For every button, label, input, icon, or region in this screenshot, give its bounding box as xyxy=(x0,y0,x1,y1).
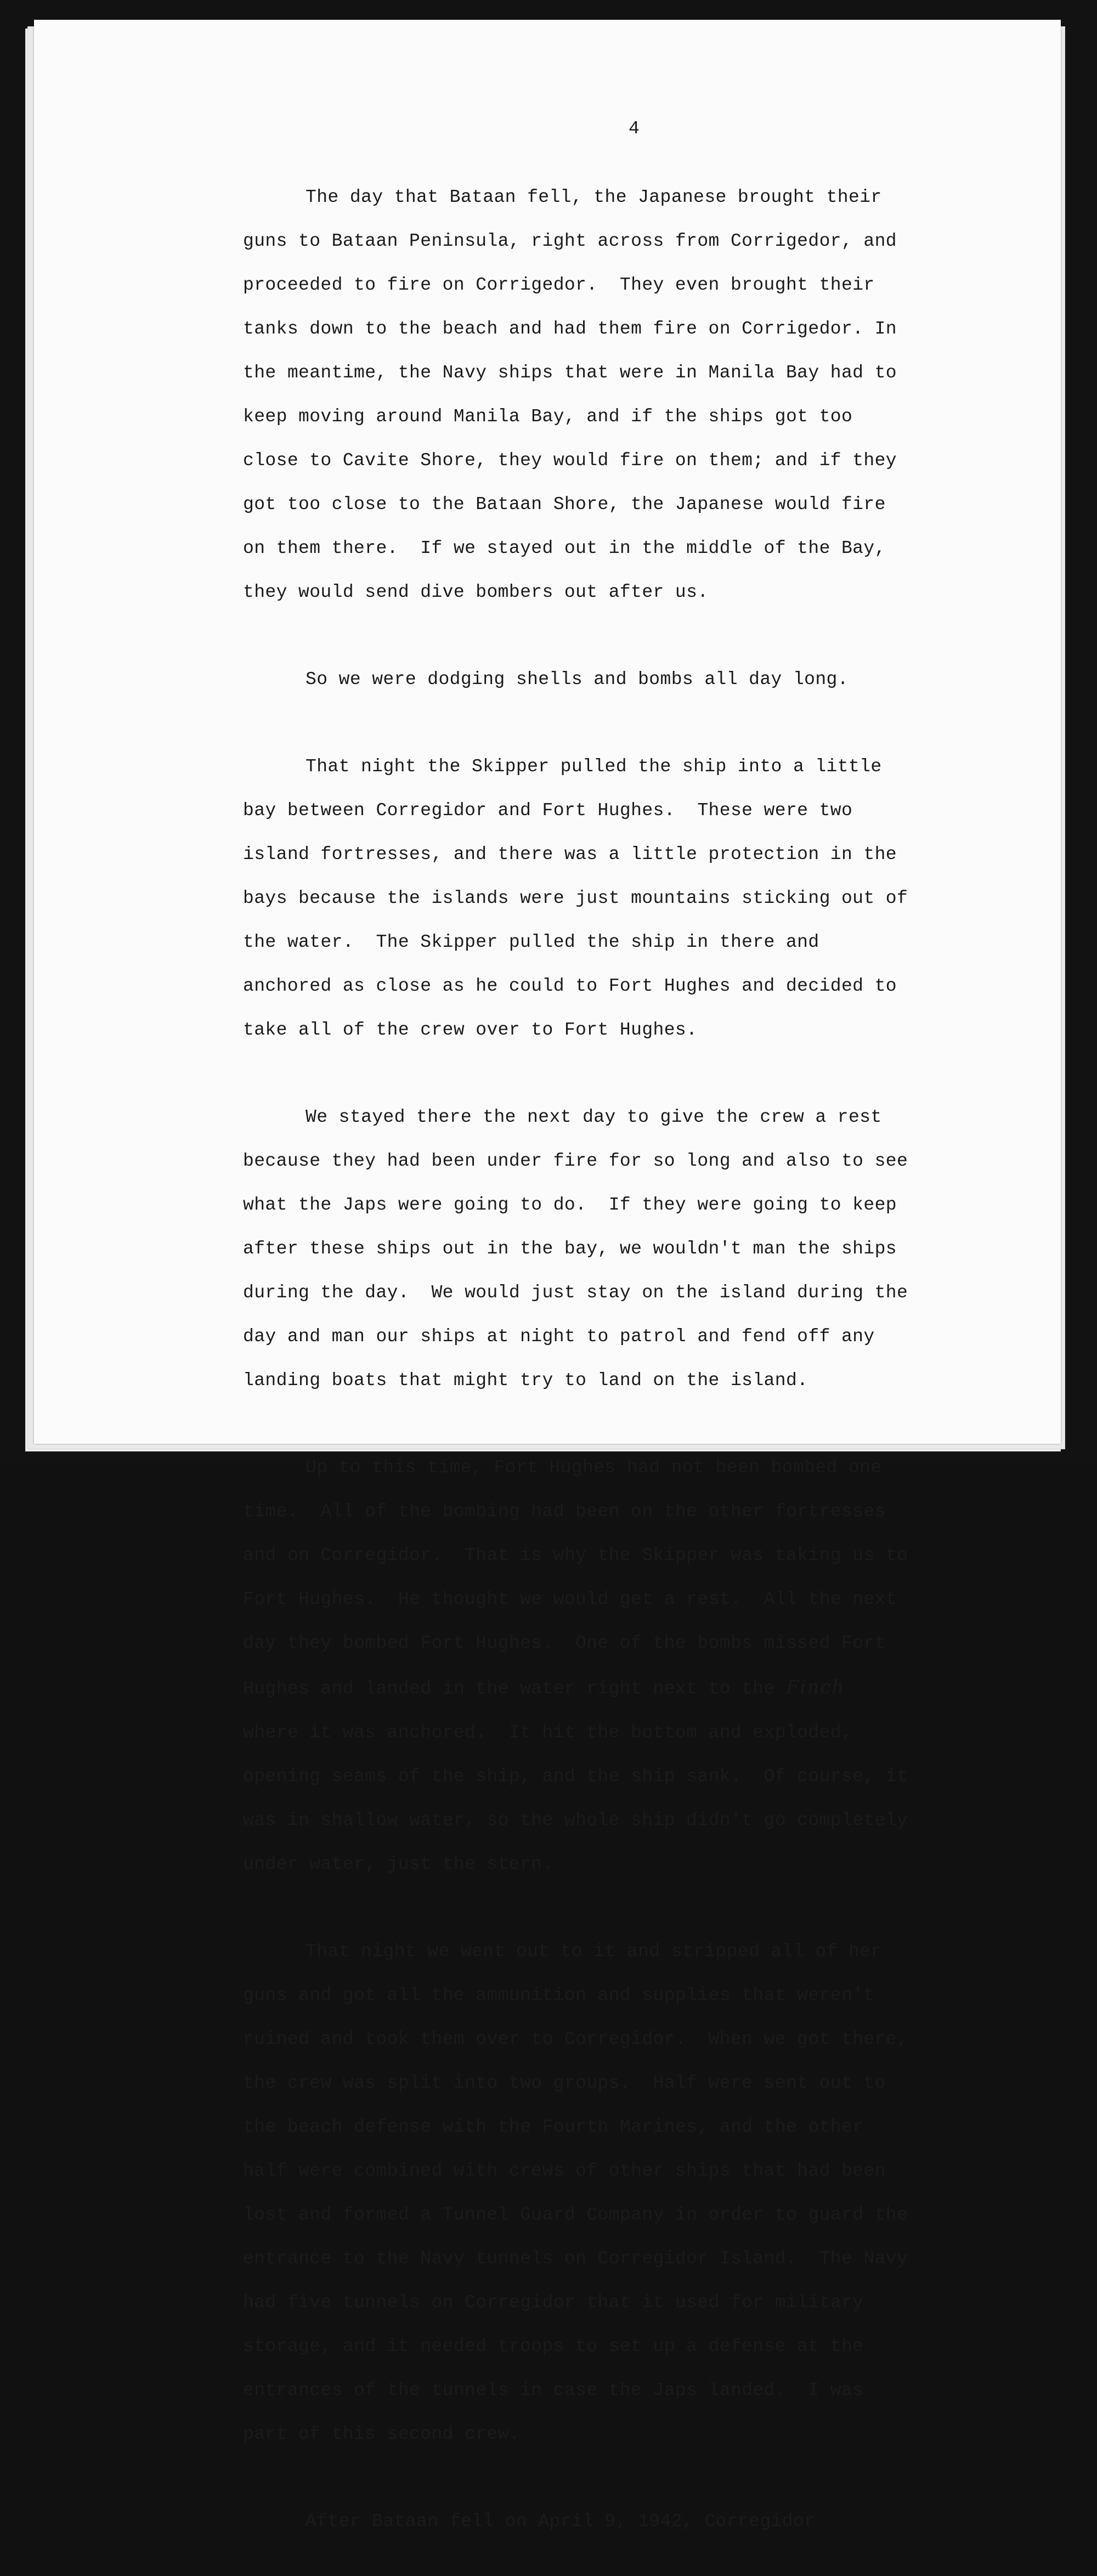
text-line: the crew was split into two groups. Half were sent out to xyxy=(243,2073,886,2093)
text-line: time. All of the bombing had been on the other fortresses xyxy=(243,1501,886,1522)
text-line: on them there. If we stayed out in the middle of the Bay, xyxy=(243,538,886,558)
page-number: 4 xyxy=(629,118,640,139)
text-line: So we were dodging shells and bombs all day long. xyxy=(306,669,849,690)
text-line: guns to Bataan Peninsula, right across from Corrigedor, and xyxy=(243,231,897,251)
text-line: day they bombed Fort Hughes. One of the bombs missed Fort xyxy=(243,1633,886,1653)
text-line: Fort Hughes. He thought we would get a rest. All the next xyxy=(243,1589,897,1609)
text-line: Up to this time, Fort Hughes had not been bombed one xyxy=(306,1458,882,1478)
text-line: That night the Skipper pulled the ship into a little xyxy=(306,756,882,777)
text-line: after these ships out in the bay, we wouldn't man the ships xyxy=(243,1239,897,1259)
text-line: and on Corregidor. That is why the Skipper was taking us to xyxy=(243,1545,908,1566)
text-line: storage, and it needed troops to set up a defense at the xyxy=(243,2336,864,2357)
text-line-with-ship-name xyxy=(243,1676,1022,1700)
paragraph-5 xyxy=(243,1435,1022,1897)
text-line: where it was anchored. It hit the bottom and exploded, xyxy=(243,1722,853,1743)
text-line: landing boats that might try to land on the island. xyxy=(243,1370,808,1391)
text-line: what the Japs were going to do. If they were going to keep xyxy=(243,1195,897,1215)
text-line: the meantime, the Navy ships that were in Manila Bay had to xyxy=(243,363,897,383)
text-line: had five tunnels on Corregidor that it used for military xyxy=(243,2292,864,2313)
text-line: take all of the crew over to Fort Hughes. xyxy=(243,1020,698,1040)
text-line: anchored as close as he could to Fort Hughes and decided to xyxy=(243,976,897,996)
text-line: was in shallow water, so the whole ship didn't go completely xyxy=(243,1810,908,1831)
paragraph-6 xyxy=(243,1919,1022,2467)
document-body xyxy=(243,165,1022,2576)
text-line: bays because the islands were just mountains sticking out of xyxy=(243,888,908,908)
paragraph-3 xyxy=(243,734,1022,1063)
text-line: proceeded to fire on Corrigedor. They even brought their xyxy=(243,275,875,295)
text-segment: Hughes and landed in the water right next to the xyxy=(243,1679,786,1699)
text-line: keep moving around Manila Bay, and if the ships got too xyxy=(243,406,853,427)
text-line: day and man our ships at night to patrol and fend off any xyxy=(243,1326,875,1347)
paragraph-4 xyxy=(243,1084,1022,1414)
text-line: tanks down to the beach and had them fire on Corrigedor. In xyxy=(243,319,897,339)
text-line: opening seams of the ship, and the ship sank. Of course, it xyxy=(243,1766,908,1787)
text-line: the water. The Skipper pulled the ship in there and xyxy=(243,932,819,952)
text-line: got too close to the Bataan Shore, the Japanese would fire xyxy=(243,494,886,515)
paragraph-2 xyxy=(243,647,1022,713)
text-line: under water, just the stern. xyxy=(243,1854,553,1874)
text-line: lost and formed a Tunnel Guard Company in order to guard the xyxy=(243,2205,908,2225)
paragraph-7 xyxy=(243,2489,1022,2555)
text-line: After Bataan fell on April 9, 1942, Corregidor xyxy=(306,2511,816,2532)
text-line: entrance to the Navy tunnels on Corregidor Island. The Navy xyxy=(243,2249,908,2269)
text-line: That night we went out to it and stripped all of her xyxy=(306,1941,882,1962)
text-line: ruined and took them over to Corregidor. When we got there, xyxy=(243,2029,908,2049)
text-line: close to Cavite Shore, they would fire on them; and if they xyxy=(243,450,897,471)
text-line: the beach defense with the Fourth Marines, and the other xyxy=(243,2117,864,2137)
text-line: they would send dive bombers out after us. xyxy=(243,582,709,602)
paragraph-1 xyxy=(243,165,1022,625)
text-line: part of this second crew. xyxy=(243,2424,521,2444)
text-line: The day that Bataan fell, the Japanese brought their xyxy=(306,187,882,207)
ship-name-handwritten: Finch xyxy=(785,1676,845,1698)
text-line: island fortresses, and there was a little protection in the xyxy=(243,844,897,865)
text-line: during the day. We would just stay on the island during the xyxy=(243,1283,908,1303)
text-line: entrances of the tunnels in case the Japs landed. I was xyxy=(243,2380,864,2400)
text-line: because they had been under fire for so long and also to see xyxy=(243,1151,908,1171)
typed-page xyxy=(34,20,1061,2532)
text-line: bay between Corregidor and Fort Hughes. These were two xyxy=(243,800,853,821)
text-line: half were combined with crews of other ships that had been xyxy=(243,2161,886,2181)
text-line: guns and got all the ammunition and supplies that weren't xyxy=(243,1985,875,2006)
text-line: We stayed there the next day to give the crew a rest xyxy=(306,1107,882,1127)
